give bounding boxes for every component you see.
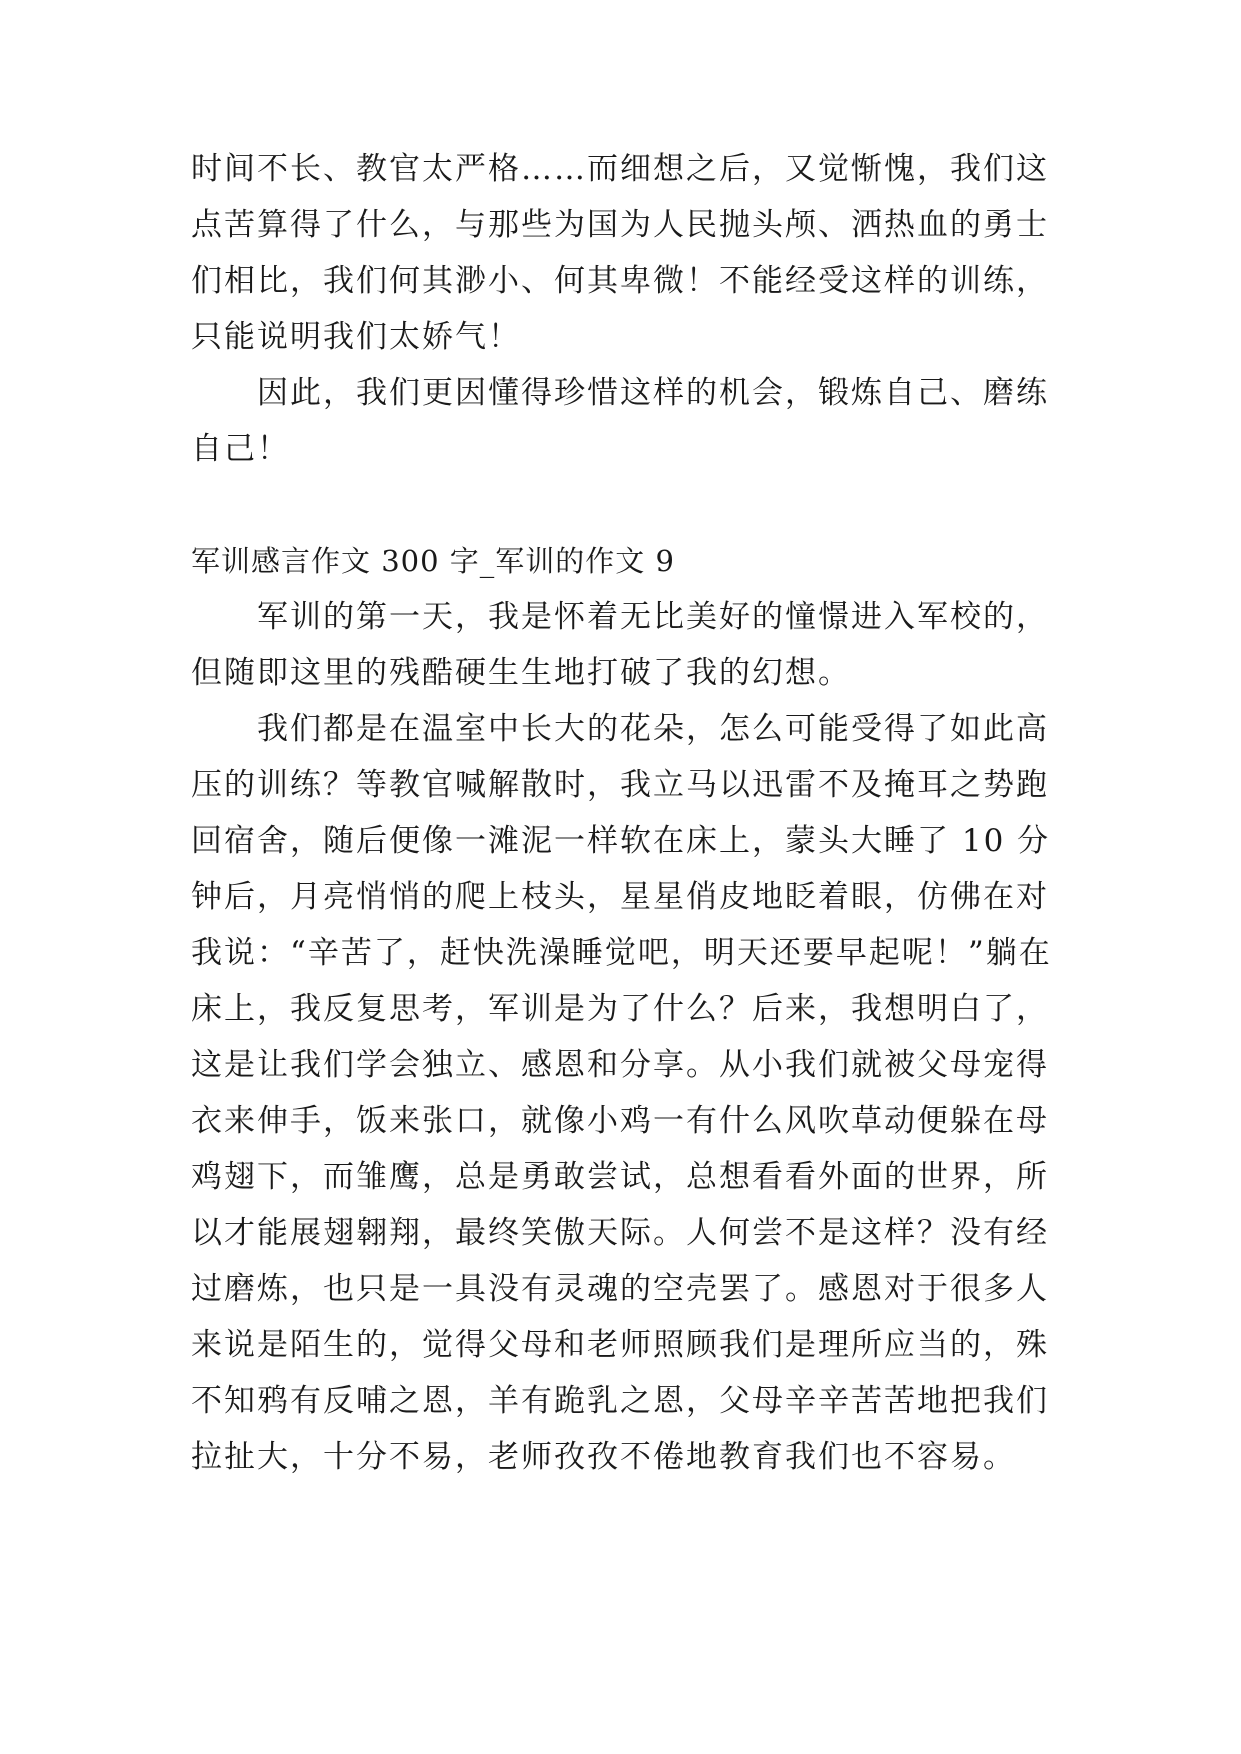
paragraph-line: 床上，我反复思考，军训是为了什么？后来，我想明白了， [191,991,1049,1027]
paragraph-line: 过磨炼，也只是一具没有灵魂的空壳罢了。感恩对于很多人 [191,1271,1049,1307]
paragraph-line: 我说：“辛苦了，赶快洗澡睡觉吧，明天还要早起呢！”躺在 [191,935,1052,971]
paragraph-line: 拉扯大，十分不易，老师孜孜不倦地教育我们也不容易。 [191,1439,1016,1475]
paragraph-line: 只能说明我们太娇气！ [191,319,521,355]
paragraph-line: 点苦算得了什么，与那些为国为人民抛头颅、洒热血的勇士 [191,207,1049,243]
paragraph-line: 自己！ [191,431,290,467]
paragraph-line: 钟后，月亮悄悄的爬上枝头，星星俏皮地眨着眼，仿佛在对 [191,879,1049,915]
paragraph-line: 军训的第一天，我是怀着无比美好的憧憬进入军校的， [257,599,1049,635]
paragraph-line: 回宿舍，随后便像一滩泥一样软在床上，蒙头大睡了 10 分 [191,823,1051,859]
paragraph-line: 但随即这里的残酷硬生生地打破了我的幻想。 [191,655,851,691]
paragraph-line: 衣来伸手，饭来张口，就像小鸡一有什么风吹草动便躲在母 [191,1103,1049,1139]
paragraph-line: 时间不长、教官太严格……而细想之后，又觉惭愧，我们这 [191,151,1049,187]
paragraph-line: 以才能展翅翱翔，最终笑傲天际。人何尝不是这样？没有经 [191,1215,1049,1251]
paragraph-line: 压的训练？等教官喊解散时，我立马以迅雷不及掩耳之势跑 [191,767,1049,803]
section-title: 军训感言作文 300 字_军训的作文 9 [191,544,675,578]
paragraph-line: 这是让我们学会独立、感恩和分享。从小我们就被父母宠得 [191,1047,1049,1083]
paragraph-line: 因此，我们更因懂得珍惜这样的机会，锻炼自己、磨练 [257,375,1049,411]
paragraph-line: 来说是陌生的，觉得父母和老师照顾我们是理所应当的，殊 [191,1327,1049,1363]
paragraph-line: 鸡翅下，而雏鹰，总是勇敢尝试，总想看看外面的世界，所 [191,1159,1049,1195]
paragraph-line: 们相比，我们何其渺小、何其卑微！不能经受这样的训练， [191,263,1049,299]
paragraph-line: 不知鸦有反哺之恩，羊有跪乳之恩，父母辛辛苦苦地把我们 [191,1383,1049,1419]
paragraph-line: 我们都是在温室中长大的花朵，怎么可能受得了如此高 [257,711,1049,747]
